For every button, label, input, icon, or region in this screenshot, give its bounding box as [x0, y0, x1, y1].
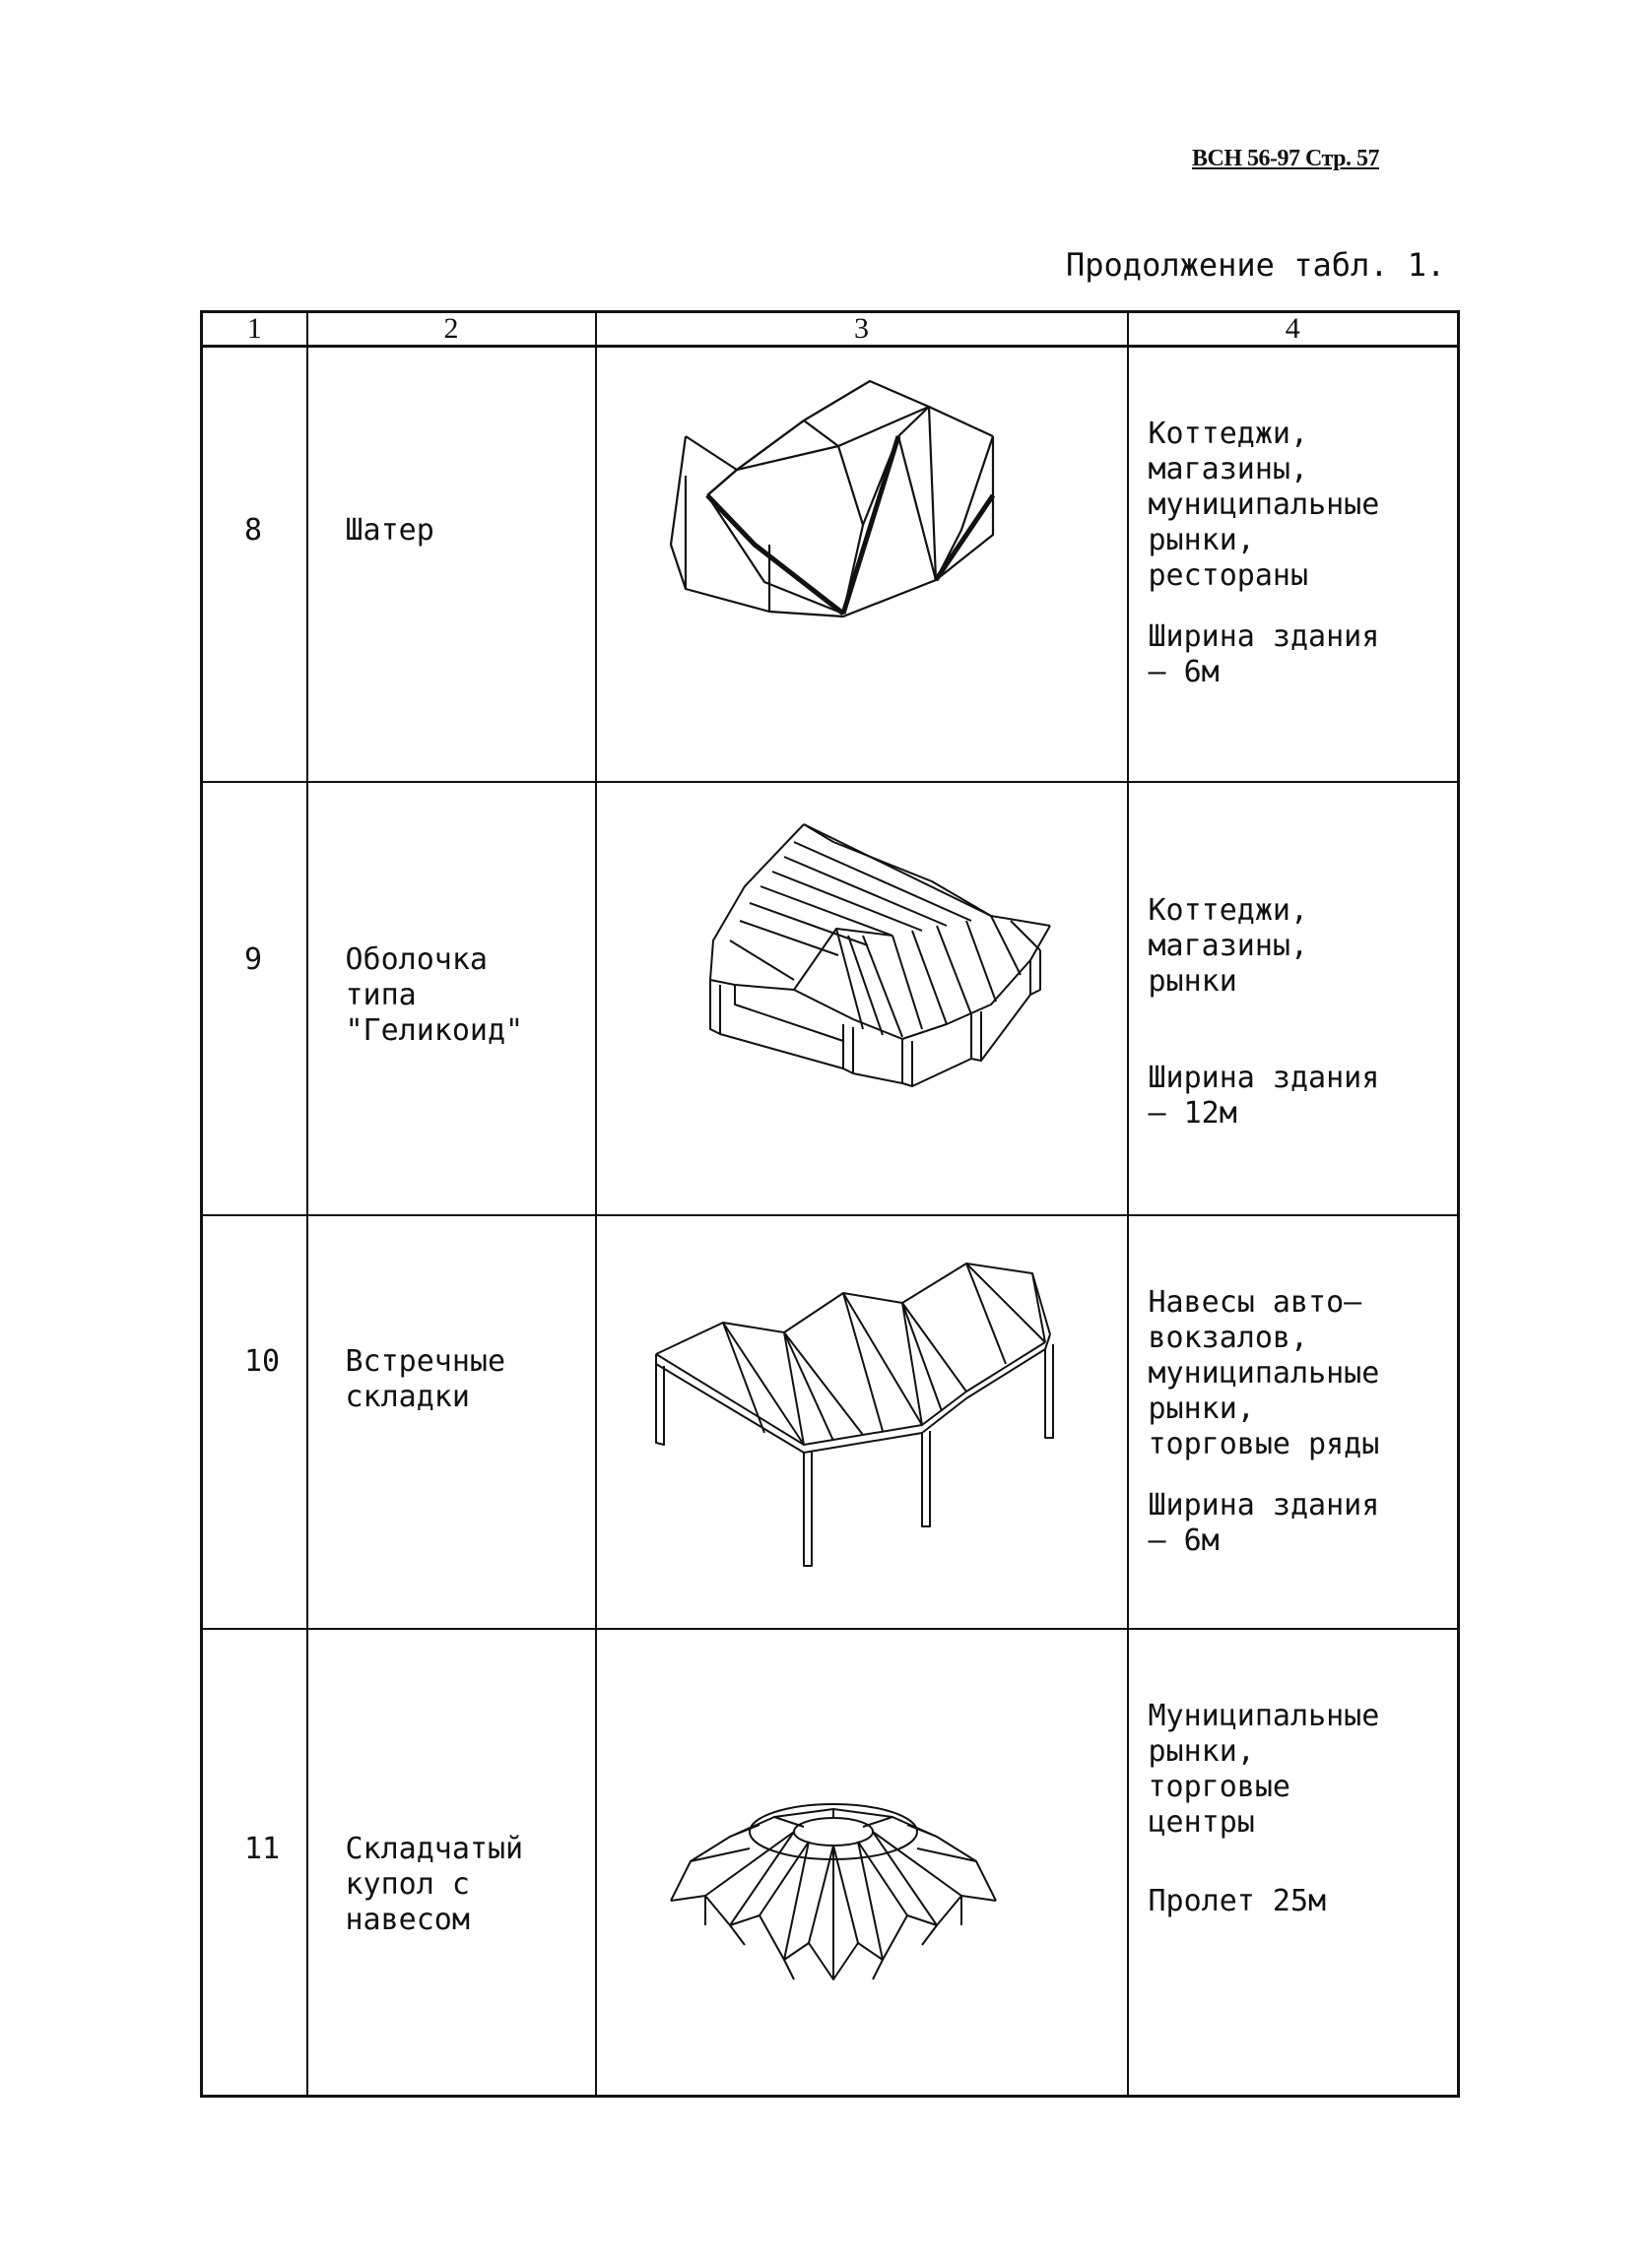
structure-name: Шатер [345, 513, 434, 548]
application-list: Навесы авто– вокзалов, муниципальные рынки, торговые ряды [1148, 1285, 1380, 1461]
table-row [202, 347, 1459, 783]
table-continuation-caption: Продолжение табл. 1. [1066, 246, 1446, 284]
row-number: 9 [244, 942, 263, 977]
row-number: 10 [244, 1344, 281, 1379]
column-header-1: 1 [202, 312, 307, 347]
counter-folds-figure [597, 1216, 1129, 1628]
structure-name: Оболочка типа "Геликоид" [345, 942, 524, 1048]
helicoid-shell-figure [597, 783, 1129, 1214]
column-header-3: 3 [596, 312, 1128, 347]
building-dimension: Ширина здания – 12м [1148, 1061, 1380, 1131]
building-dimension: Ширина здания – 6м [1148, 619, 1380, 689]
page-header-doc-ref: ВСН 56-97 Стр. 57 [1192, 146, 1379, 171]
table-header-row [202, 312, 1459, 347]
table-row [202, 1629, 1459, 2097]
building-dimension: Ширина здания – 6м [1148, 1488, 1380, 1558]
column-header-2: 2 [307, 312, 596, 347]
building-dimension: Пролет 25м [1148, 1884, 1327, 1918]
table-row [202, 1215, 1459, 1629]
structure-name: Складчатый купол с навесом [345, 1832, 524, 1937]
tent-roof-figure [597, 348, 1129, 781]
application-list: Коттеджи, магазины, рынки [1148, 893, 1309, 999]
application-list: Коттеджи, магазины, муниципальные рынки, рестораны [1148, 417, 1380, 593]
folded-dome-figure [597, 1630, 1129, 2095]
column-header-4: 4 [1128, 312, 1459, 347]
row-number: 11 [244, 1832, 281, 1866]
application-list: Муниципальные рынки, торговые центры [1148, 1699, 1380, 1840]
row-number: 8 [244, 513, 263, 548]
structure-name: Встречные складки [345, 1344, 506, 1414]
table-row [202, 782, 1459, 1215]
building-types-table [200, 310, 1460, 2098]
